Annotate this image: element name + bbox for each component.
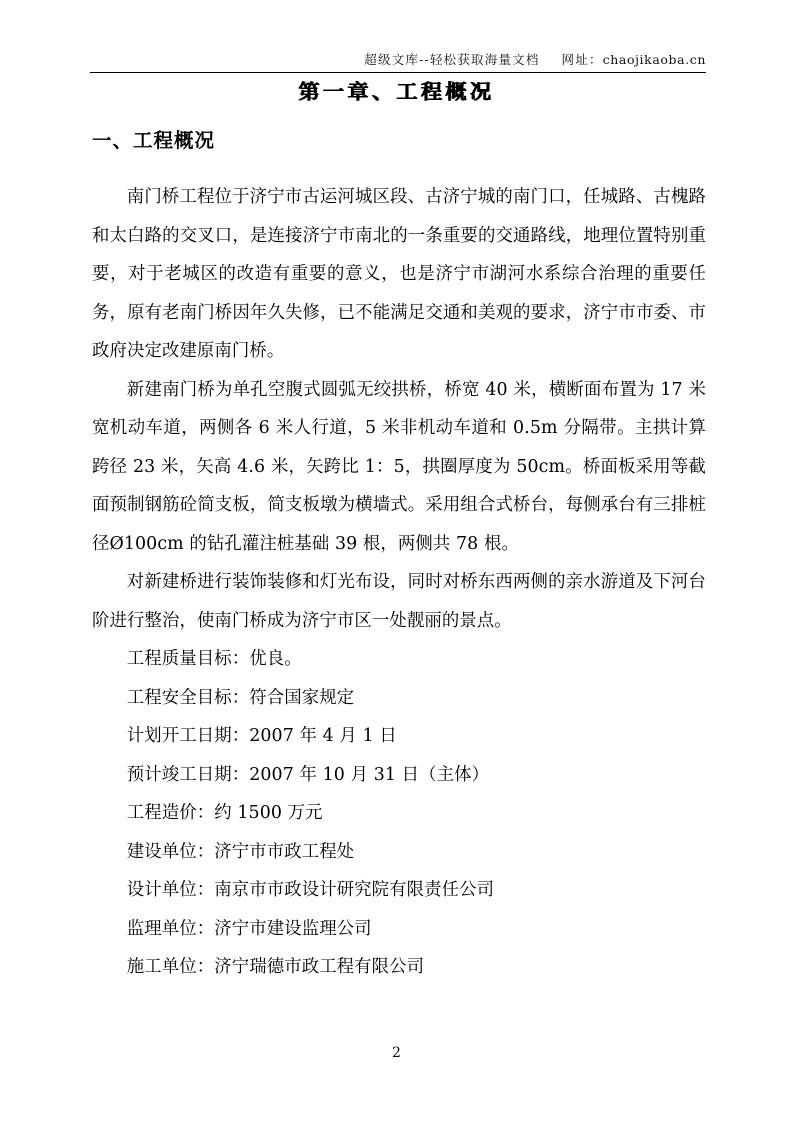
body-paragraph-3: 对新建桥进行装饰装修和灯光布设，同时对桥东西两侧的亲水游道及下河台阶进行整治，使南门桥成为济宁市区一处靓丽的景点。 [92, 572, 706, 631]
body-paragraph-1: 南门桥工程位于济宁市古运河城区段、古济宁城的南门口，任城路、古槐路和太白路的交叉口，是连接济宁市南北的一条重要的交通路线，地理位置特别重要，对于老城区的改造有重要的意义，也是济宁市湖河水系综合治理的重要任务，原有老南门桥因年久失修，已不能满足交通和美观的要求，济宁市市委、市政府决定改建原南门桥。 [92, 187, 706, 361]
fact-construction-unit: 施工单位：济宁瑞德市政工程有限公司 [126, 957, 425, 977]
fact-planned-start: 计划开工日期：2007 年 4 月 1 日 [126, 726, 397, 746]
project-fact-list [92, 640, 706, 987]
page-header [90, 52, 706, 73]
section-heading: 一、工程概况 [92, 129, 216, 152]
page-number: 2 [392, 1045, 401, 1061]
header-url: chaojikaoba.cn [602, 52, 706, 67]
header-site-name: 超级文库--轻松获取海量文档 [364, 52, 540, 67]
fact-expected-finish: 预计竣工日期：2007 年 10 月 31 日（主体） [126, 764, 490, 785]
fact-design-unit: 设计单位：南京市市政设计研究院有限责任公司 [126, 880, 495, 900]
fact-safety-target: 工程安全目标：符合国家规定 [126, 687, 355, 708]
chapter-title: 第一章、工程概况 [298, 80, 495, 104]
body-paragraph-2: 新建南门桥为单孔空腹式圆弧无绞拱桥，桥宽 40 米，横断面布置为 17 米宽机动车道，两侧各 6 米人行道，5 米非机动车道和 0.5m 分隔带。主拱计算跨径 23 米，矢高 4.6 米，矢跨比 1：5，拱圈厚度为 50cm。桥面板采用等截面预制钢筋砼简支板，简支板墩为横墙式。采用组合式桥台，每侧承台有三排桩径Ø100cm 的钻孔灌注桩基础 39 根，两侧共 78 根。 [92, 379, 706, 554]
fact-supervision-unit: 监理单位：济宁市建设监理公司 [126, 918, 372, 939]
document-body [92, 126, 706, 987]
header-url-label: 网址： [561, 52, 603, 67]
header-divider [90, 72, 706, 73]
header-text-row [90, 52, 706, 72]
fact-project-cost: 工程造价：约 1500 万元 [126, 803, 323, 823]
fact-quality-target: 工程质量目标：优良。 [126, 649, 302, 669]
fact-owner-unit: 建设单位：济宁市市政工程处 [126, 841, 355, 862]
